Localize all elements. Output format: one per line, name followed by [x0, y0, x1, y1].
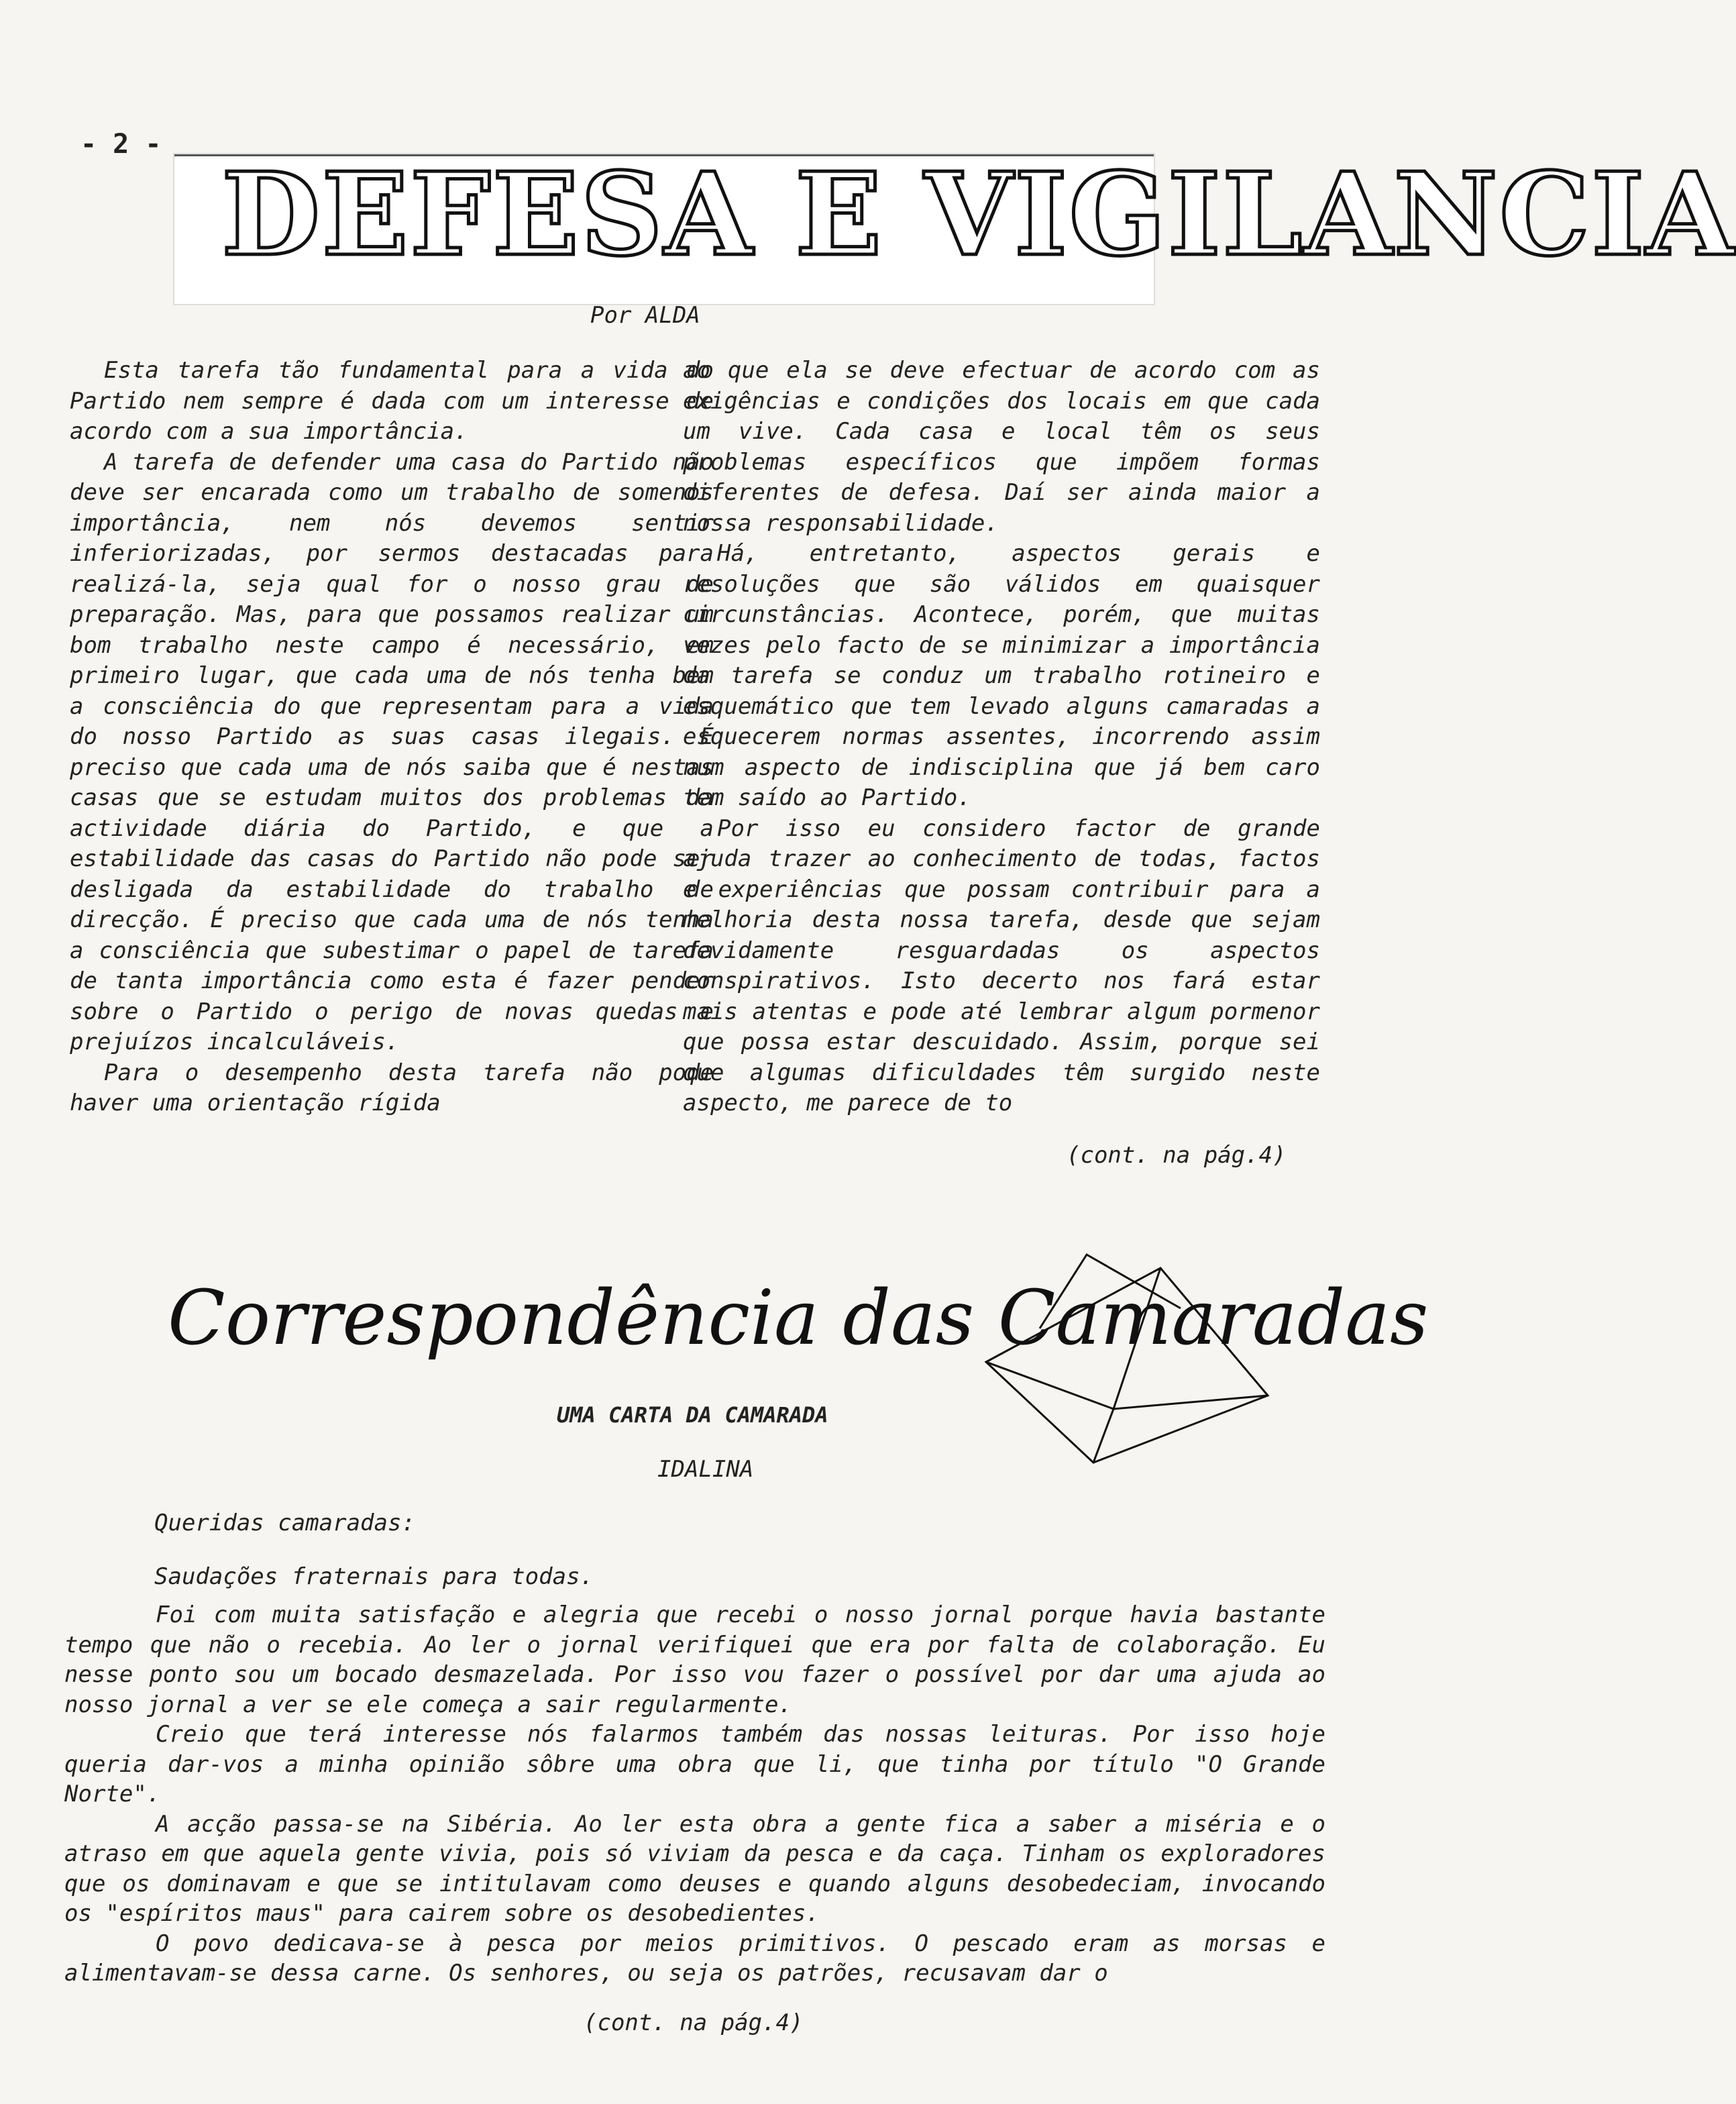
page-number: - 2 -	[80, 129, 162, 160]
letter-paragraph: Creio que terá interesse nós falarmos também das nossas leituras. Por isso hoje queria dar-vos a minha opinião sôbre uma obra que li, que tinha por título "O Grande Norte".	[64, 1721, 1325, 1807]
article-paragraph: Esta tarefa tão fundamental para a vida do Partido nem sempre é dada com um interesse de acordo com a sua importância.	[70, 357, 714, 445]
letter-salutation: Saudações fraternais para todas.	[154, 1563, 594, 1590]
article-right-column	[683, 356, 1320, 1119]
article-continuation-note: (cont. na pág.4)	[1067, 1142, 1287, 1169]
letter-paragraph: A acção passa-se na Sibéria. Ao ler esta obra a gente fica a saber a miséria e o atraso em que aquela gente vivia, pois só viviam da pesca e da caça. Tinham os exploradores que os dominavam e que se intitulavam como deuses e quando alguns desobedeciam, invocando os "espíritos maus" para cairem sobre os desobedientes.	[64, 1810, 1325, 1927]
letter-heading: UMA CARTA DA CAMARADA	[557, 1402, 828, 1428]
article-paragraph: A tarefa de defender uma casa do Partido não deve ser encarada como um trabalho de somenos importância, nem nós devemos sentir inferiorizadas, por sermos destacadas para realizá-la, seja qual for o nosso grau de preparação. Mas, para que possamos realizar um bom trabalho neste campo é necessário, em primeiro lugar, que cada uma de nós tenha bem a consciência do que representam para a vida do nosso Partido as suas casas ilegais. É preciso que cada uma de nós saiba que é nestas casas que se estudam muitos dos problemas da actividade diária do Partido, e que a estabilidade das casas do Partido não pode ser desligada da estabilidade do trabalho de direcção. É preciso que cada uma de nós tenha a consciência que subestimar o papel de tarefa de tanta importância como esta é fazer pender sobre o Partido o perigo de novas quedas e prejuízos incalculáveis.	[70, 448, 714, 1055]
correspondence-title: Correspondência das Camaradas	[168, 1275, 1429, 1362]
letter-body	[64, 1600, 1325, 1989]
article-title: DEFESA E VIGILANCIA	[221, 148, 1736, 282]
article-left-column	[70, 356, 714, 1119]
article-byline: Por ALDA	[590, 302, 700, 329]
article-paragraph: Por isso eu considero factor de grande ajuda trazer ao conhecimento de todas, factos e experiências que possam contribuir para a melhoria desta nossa tarefa, desde que sejam devidamente resguardadas os aspectos conspirativos. Isto decerto nos fará estar mais atentas e pode até lembrar algum pormenor que possa estar descuidado. Assim, porque sei que algumas dificuldades têm surgido neste aspecto, me parece de to	[683, 814, 1320, 1116]
letter-paragraph: O povo dedicava-se à pesca por meios primitivos. O pescado eram as morsas e alimentavam-se dessa carne. Os senhores, ou seja os patrões, recusavam dar o	[64, 1930, 1325, 1987]
letter-continuation-note: (cont. na pág.4)	[584, 2009, 804, 2036]
letter-greeting: Queridas camaradas:	[154, 1510, 415, 1536]
article-paragraph: Há, entretanto, aspectos gerais e resoluções que são válidos em quaisquer circunstâncias. Acontece, porém, que muitas vezes pelo facto de se minimizar a importância da tarefa se conduz um trabalho rotineiro e esquemático que tem levado alguns camaradas a esquecerem normas assentes, incorrendo assim num aspecto de indisciplina que já bem caro tem saído ao Partido.	[683, 540, 1320, 811]
letter-paragraph: Foi com muita satisfação e alegria que recebi o nosso jornal porque havia bastante tempo que não o recebia. Ao ler o jornal verifiquei que era por falta de colaboração. Eu nesse ponto sou um bocado desmazelada. Por isso vou fazer o possível por dar uma ajuda ao nosso jornal a ver se ele começa a sair regularmente.	[64, 1601, 1325, 1718]
article-paragraph: ao que ela se deve efectuar de acordo com as exigências e condições dos locais em que cada um vive. Cada casa e local têm os seus problemas específicos que impõem formas diferentes de defesa. Daí ser ainda maior a nossa responsabilidade.	[683, 357, 1320, 537]
envelope-icon	[959, 1228, 1281, 1469]
letter-author: IDALINA	[657, 1456, 754, 1483]
article-paragraph: Para o desempenho desta tarefa não pode haver uma orientação rígida	[70, 1059, 714, 1116]
